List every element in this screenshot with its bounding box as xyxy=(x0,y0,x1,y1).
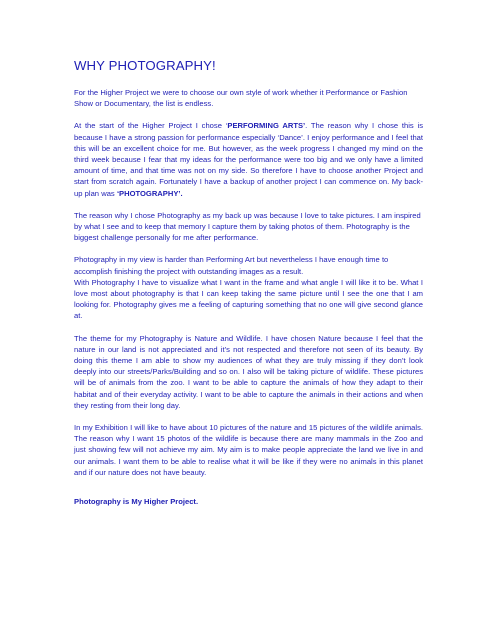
document-page xyxy=(74,58,423,507)
paragraph-theme: The theme for my Photography is Nature and Wildlife. I have chosen Nature because I feel that the nature in our land is not appreciated and it’s not respected and therefore not seen of its beauty. By doing this theme I am able to show my audiences of what they are truly missing if they don’t look deeply into our streets/Parks/Building and so on. I also will be taking picture of wildlife. These pictures will be of animals from the zoo. I want to be able to capture the animals of how they adapt to their habitat and of their everyday activity. I want to be able to capture the animals in their actions and when they resting from their long day. xyxy=(74,333,423,410)
photography-emphasis: ‘PHOTOGRAPHY’. xyxy=(116,188,183,198)
paragraph-performing-arts xyxy=(74,120,423,198)
paragraph-intro: For the Higher Project we were to choose our own style of work whether it Performance or Fashion Show or Documentary, the list is endless. xyxy=(74,88,408,109)
closing-statement: Photography is My Higher Project. xyxy=(74,497,199,507)
paragraph-photography-view: Photography in my view is harder than Performing Art but nevertheless I have enough time to accomplish finishing the project with outstanding images as a result. xyxy=(74,255,389,276)
paragraph-exhibition: In my Exhibition I will like to have about 10 pictures of the nature and 15 pictures of the wildlife animals. The reason why I want 15 photos of the wildlife is because there are many mammals in the Zoo and just showing few will not achieve my aim. My aim is to make people appreciate the land we live in and our animals. I want them to be able to realise what it will be like if they were no animals in this planet and if our nature does not have beauty. xyxy=(74,423,423,477)
paragraph-text: . The reason why I chose this is because I have a strong passion for performance especially ‘Dance’. I enjoy performance and I feel that this will be an excellent choice for me. But however, as the week progress I changed my mind on the third week because I fear that my ideas for the performance were too big and we only have a limited amount of time, and that time was not on my side. So therefore I have to choose another Project and start from scratch again. Fortunately I have a backup of another project I can commence on. My back-up plan was xyxy=(74,121,423,198)
performing-arts-emphasis: PERFORMING ARTS’ xyxy=(227,121,306,131)
paragraph-visualize: With Photography I have to visualize what I want in the frame and what angle I will like it to be. What I love most about photography is that I can keep taking the same picture until I see the one that I am looking for. Photography gives me a feeling of capturing something that no one will give second glance at. xyxy=(74,277,423,321)
document-title: WHY PHOTOGRAPHY! xyxy=(74,58,216,73)
paragraph-text: At the start of the Higher Project I chose ‘ xyxy=(74,121,228,131)
paragraph-backup-reason: The reason why I chose Photography as my back up was because I love to take pictures. I am inspired by what I see and to keep that memory I capture them by taking photos of them. Photography is the biggest challenge personally for me after performance. xyxy=(74,210,421,243)
